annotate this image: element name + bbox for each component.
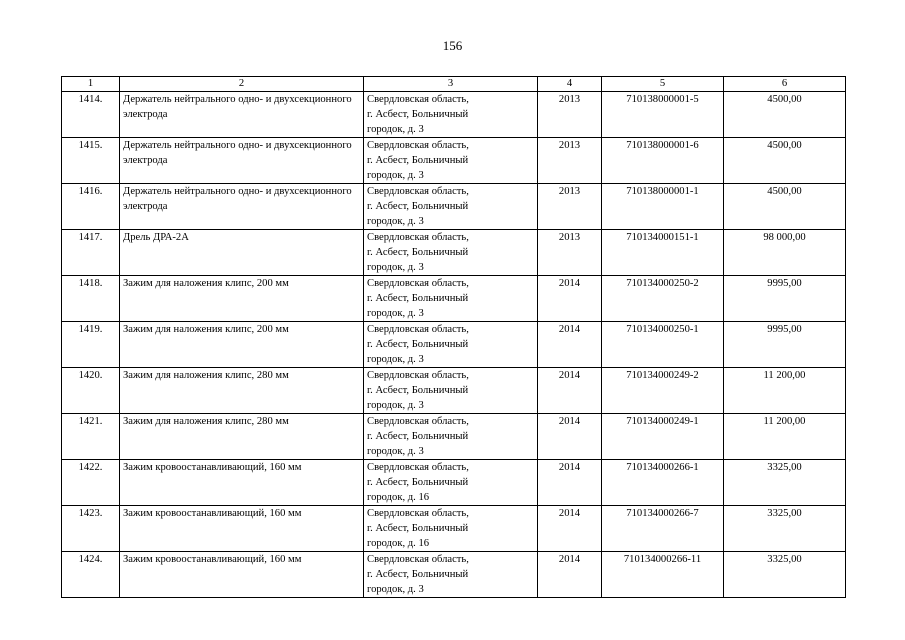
item-year: 2014 [538,322,602,368]
item-inventory-number: 710138000001-1 [602,184,724,230]
item-name: Держатель нейтрального одно- и двухсекционного электрода [120,92,364,138]
item-address: Свердловская область, г. Асбест, Больничный городок, д. 3 [364,230,538,276]
item-address: Свердловская область, г. Асбест, Больничный городок, д. 16 [364,506,538,552]
table-row [62,184,846,230]
item-address: Свердловская область, г. Асбест, Больничный городок, д. 3 [364,276,538,322]
item-name: Зажим кровоостанавливающий, 160 мм [120,506,364,552]
table-row [62,460,846,506]
row-number: 1420. [62,368,120,414]
item-inventory-number: 710138000001-5 [602,92,724,138]
column-header-4: 4 [538,77,602,92]
item-name: Дрель ДРА-2А [120,230,364,276]
row-number: 1416. [62,184,120,230]
item-name: Зажим для наложения клипс, 200 мм [120,322,364,368]
row-number: 1424. [62,552,120,598]
item-year: 2013 [538,184,602,230]
table-row [62,414,846,460]
item-year: 2013 [538,138,602,184]
item-name: Держатель нейтрального одно- и двухсекционного электрода [120,138,364,184]
item-inventory-number: 710134000151-1 [602,230,724,276]
item-cost: 3325,00 [724,552,846,598]
registry-table [61,76,846,598]
item-cost: 3325,00 [724,506,846,552]
item-address: Свердловская область, г. Асбест, Больничный городок, д. 3 [364,184,538,230]
item-address: Свердловская область, г. Асбест, Больничный городок, д. 16 [364,460,538,506]
item-year: 2014 [538,552,602,598]
table-header [62,77,846,92]
row-number: 1417. [62,230,120,276]
column-header-6: 6 [724,77,846,92]
item-inventory-number: 710134000250-1 [602,322,724,368]
item-inventory-number: 710134000266-7 [602,506,724,552]
item-inventory-number: 710134000250-2 [602,276,724,322]
item-year: 2013 [538,92,602,138]
item-cost: 4500,00 [724,138,846,184]
table-row [62,368,846,414]
item-address: Свердловская область, г. Асбест, Больничный городок, д. 3 [364,322,538,368]
item-address: Свердловская область, г. Асбест, Больничный городок, д. 3 [364,552,538,598]
table-row [62,138,846,184]
item-year: 2014 [538,506,602,552]
row-number: 1423. [62,506,120,552]
table-row [62,230,846,276]
item-year: 2014 [538,414,602,460]
item-inventory-number: 710134000266-11 [602,552,724,598]
row-number: 1418. [62,276,120,322]
item-name: Зажим для наложения клипс, 200 мм [120,276,364,322]
item-name: Зажим кровоостанавливающий, 160 мм [120,460,364,506]
table-row [62,92,846,138]
row-number: 1422. [62,460,120,506]
column-header-5: 5 [602,77,724,92]
item-address: Свердловская область, г. Асбест, Больничный городок, д. 3 [364,92,538,138]
row-number: 1415. [62,138,120,184]
item-cost: 11 200,00 [724,368,846,414]
item-cost: 3325,00 [724,460,846,506]
item-year: 2014 [538,276,602,322]
item-cost: 11 200,00 [724,414,846,460]
item-cost: 9995,00 [724,276,846,322]
item-cost: 4500,00 [724,92,846,138]
row-number: 1414. [62,92,120,138]
table-row [62,506,846,552]
header-row [62,77,846,92]
page-number: 156 [442,38,463,53]
item-cost: 4500,00 [724,184,846,230]
item-name: Зажим кровоостанавливающий, 160 мм [120,552,364,598]
item-name: Зажим для наложения клипс, 280 мм [120,368,364,414]
item-address: Свердловская область, г. Асбест, Больничный городок, д. 3 [364,414,538,460]
item-name: Держатель нейтрального одно- и двухсекционного электрода [120,184,364,230]
table-body [62,92,846,598]
row-number: 1419. [62,322,120,368]
item-inventory-number: 710134000249-1 [602,414,724,460]
item-cost: 9995,00 [724,322,846,368]
table-row [62,276,846,322]
item-address: Свердловская область, г. Асбест, Больничный городок, д. 3 [364,368,538,414]
column-header-2: 2 [120,77,364,92]
table-row [62,552,846,598]
column-header-1: 1 [62,77,120,92]
row-number: 1421. [62,414,120,460]
table-row [62,322,846,368]
column-header-3: 3 [364,77,538,92]
item-address: Свердловская область, г. Асбест, Больничный городок, д. 3 [364,138,538,184]
item-inventory-number: 710134000266-1 [602,460,724,506]
item-year: 2014 [538,368,602,414]
item-cost: 98 000,00 [724,230,846,276]
item-year: 2014 [538,460,602,506]
item-name: Зажим для наложения клипс, 280 мм [120,414,364,460]
item-inventory-number: 710134000249-2 [602,368,724,414]
item-inventory-number: 710138000001-6 [602,138,724,184]
item-year: 2013 [538,230,602,276]
